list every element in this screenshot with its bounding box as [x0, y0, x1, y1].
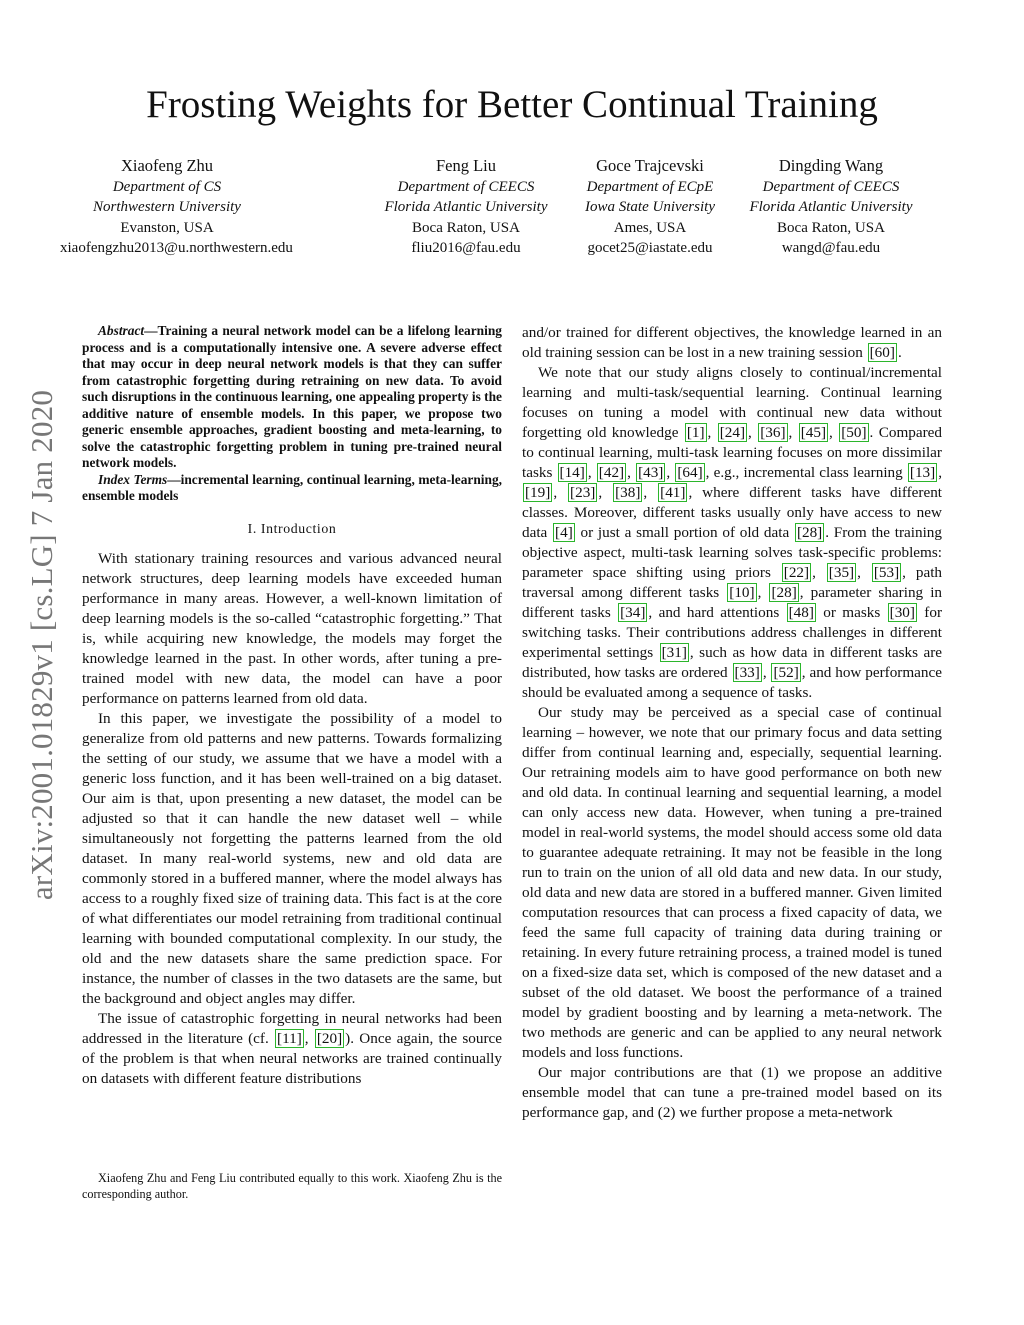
citation-link[interactable]: [45] — [800, 424, 827, 441]
citation-link[interactable]: [36] — [760, 424, 786, 441]
index-terms-label: Index Terms — [98, 471, 168, 487]
author-email[interactable]: fliu2016@fau.edu — [411, 240, 521, 257]
text-run: , and hard attentions — [648, 604, 786, 621]
citation-link[interactable]: [28] — [796, 524, 823, 541]
author-name: Goce Trajcevski — [596, 156, 704, 175]
author-location: Ames, USA — [613, 219, 687, 236]
citation-link[interactable]: [43] — [638, 464, 664, 481]
body-paragraph — [522, 323, 942, 363]
text-run: , such as how data in different tasks are distributed, how tasks are ordered — [522, 644, 942, 681]
author-1 — [60, 156, 293, 259]
citation-link[interactable]: [28] — [771, 584, 797, 601]
text-run: , parameter sharing in different tasks — [522, 584, 943, 621]
body-paragraph: We note that our study aligns closely to continual/incremental learning and multi-task/sequential learning. Continual learning focuses on tuning a model with continual new data without forgetting old knowledge [1] , [24] , [36] , [45] , [50] . Compared to continual learning, multi-task learning focuses on more dissimilar tasks [14] , [42] , [43] , [64] , e.g., incremental class learning [13] , [19] , [23] , [38] , [41] , where different tasks have different classes. Moreover, different tasks usually only have access to new data [4] or just a small portion of old data [28] . From the training objective aspect, multi-task learning solves task-specific problems: parameter space shifting using priors [22] , [35] , [53] , path traversal among different tasks [10] , [28] , parameter sharing in different tasks [34] , and hard attentions [48] or masks [30] for switching tasks. Their contributions address challenges in different experimental settings [31] , such as how data in different tasks are distributed, how tasks are ordered [33] , [52] , and how performance should be evaluated among a sequence of tasks. — [522, 364, 943, 701]
text-run: , path traversal among different tasks — [522, 564, 943, 601]
citation-link[interactable]: [64] — [677, 464, 703, 481]
citation-link[interactable]: [22] — [783, 564, 810, 581]
citation-link[interactable]: [53] — [873, 564, 900, 581]
author-univ: Florida Atlantic University — [384, 199, 548, 216]
footnote: Xiaofeng Zhu and Feng Liu contributed equally to this work. Xiaofeng Zhu is the corresponding author. — [82, 1171, 502, 1201]
right-column — [522, 323, 942, 1123]
text-run: , e.g., incremental class learning — [705, 464, 907, 481]
author-univ: Iowa State University — [585, 199, 715, 216]
citation-link[interactable]: [14] — [559, 464, 585, 481]
intro-paragraph: With stationary training resources and various advanced neural network structures, deep learning models have exceeded human performance in many areas. However, a well-known limitation of deep learning models is the so-called “catastrophic forgetting.” That is, while acquiring new knowledge, the models may forget the knowledge learned in the past. In other words, after tuning a pre-trained model with new data, the model can have a poor performance on patterns learned from old data. — [82, 549, 502, 707]
citation-link[interactable]: [1] — [686, 424, 705, 441]
text-run: or just a small portion of old data — [575, 524, 794, 541]
author-name: Xiaofeng Zhu — [120, 156, 214, 175]
author-email[interactable]: xiaofengzhu2013@u.northwestern.edu — [60, 240, 293, 257]
text-run: We note that our study aligns closely to continual/incremental learning and multi-task/sequential learning. Continual learning focuses on tuning a model with continual new data without forgetting old knowledge — [522, 364, 942, 441]
abstract-label: Abstract — [98, 323, 145, 338]
body-paragraph: Our major contributions are that (1) we propose an additive ensemble model that can tune a pre-trained model based on its performance gap, and (2) we further propose a meta-network — [522, 1064, 942, 1121]
author-univ: Florida Atlantic University — [749, 199, 913, 216]
abstract-dash: — — [144, 323, 158, 338]
abstract-text: Training a neural network model can be a lifelong learning process and is a computationally intensive one. A severe adverse effect that may occur in deep neural network models is that they can suffer from catastrophic forgetting during retraining on new data. To avoid such disruptions in the continuous learning, one appealing property is the additive nature of ensemble models. In this paper, we propose two generic ensemble approaches, gradient boosting and meta-learning, to solve the catastrophic forgetting problem in tuning pre-trained neural network models. — [82, 323, 502, 470]
text-run: , and how performance should be evaluated among a sequence of tasks. — [522, 664, 942, 701]
index-terms-text: incremental learning, continual learning, meta-learning, ensemble models — [82, 471, 502, 503]
author-dept: Department of CEECS — [397, 178, 535, 195]
citation-link[interactable]: [31] — [661, 644, 687, 661]
index-terms-dash: — — [167, 471, 181, 487]
citation-link[interactable]: [42] — [598, 464, 625, 481]
citation-link[interactable]: [20] — [316, 1029, 343, 1047]
author-location: Evanston, USA — [120, 219, 214, 236]
citation-link[interactable]: [11] — [277, 1029, 302, 1047]
citation-link[interactable]: [38] — [615, 484, 641, 501]
author-dept: Department of ECpE — [586, 178, 714, 195]
author-univ: Northwestern University — [93, 199, 241, 216]
author-dept: Department of CEECS — [762, 178, 900, 195]
arxiv-sidebar — [0, 0, 70, 1325]
citation-link[interactable]: [4] — [555, 524, 573, 541]
author-email[interactable]: gocet25@iastate.edu — [587, 240, 713, 257]
left-column — [82, 323, 502, 1089]
citation-link[interactable]: [33] — [734, 664, 760, 681]
text-run: . — [897, 344, 902, 361]
text-run: . From the training objective aspect, multi-task learning solves task-specific problems: parameter space shifting using priors — [522, 524, 942, 581]
text-run: and/or trained for different objectives, the knowledge learned in an old training session can be lost in a new training session — [522, 324, 942, 361]
author-email[interactable]: wangd@fau.edu — [781, 240, 881, 257]
text-run: The issue of catastrophic forgetting in neural networks had been addressed in the literature (cf. — [82, 1009, 502, 1047]
citation-link[interactable]: [34] — [620, 604, 646, 621]
citation-link[interactable]: [60] — [869, 344, 895, 361]
author-4 — [736, 156, 926, 259]
abstract — [82, 323, 502, 505]
author-name: Feng Liu — [435, 156, 497, 175]
citation-link[interactable]: [13] — [909, 464, 936, 481]
author-3 — [568, 156, 732, 259]
citation-link[interactable]: [24] — [719, 424, 746, 441]
citation-link[interactable]: [30] — [889, 604, 915, 621]
intro-paragraph: The issue of catastrophic forgetting in neural networks had been addressed in the literature (cf. [11] , [20] ). Once again, the source of the problem is that when neural networks are trained continually on datasets with different feature distributions — [82, 1009, 503, 1087]
intro-paragraph: In this paper, we investigate the possibility of a model to generalize from old patterns and new patterns. Towards formalizing the setting of our study, we assume that we have a model with a generic loss function, and it has been well-trained on a big dataset. Our aim is that, upon presenting a new dataset, the model can be adjusted so that it can handle the new dataset well – while simultaneously not forgetting the patterns learned from the old dataset. In many real-world systems, new and old data are commonly stored in a buffered manner, where the model always has access to a roughly fixed size of training data. This fact is at the core of what differentiates our model retraining from traditional continual learning with bounded computational complexity. In our study, the old and the new datasets share the same prediction space. For instance, the number of classes in the two datasets are the same, but the background and object angles may differ. — [82, 709, 502, 1007]
author-2 — [366, 156, 566, 259]
arxiv-identifier[interactable]: arXiv:2001.01829v1 [cs.LG] 7 Jan 2020 — [24, 389, 59, 901]
text-run: . Compared to continual learning, multi-task learning focuses on more dissimilar tasks — [522, 424, 942, 481]
citation-link[interactable]: [23] — [570, 484, 596, 501]
citation-link[interactable]: [52] — [773, 664, 799, 681]
text-run: ). Once again, the source of the problem is that when neural networks are trained continually on datasets with different feature distributions — [82, 1029, 503, 1087]
author-location: Boca Raton, USA — [777, 219, 885, 236]
section-heading-introduction: I. Introduction — [247, 520, 337, 536]
citation-link[interactable]: [41] — [660, 484, 686, 501]
citation-link[interactable]: [50] — [841, 424, 867, 441]
paper-title: Frosting Weights for Better Continual Training — [146, 83, 878, 126]
citation-link[interactable]: [10] — [729, 584, 755, 601]
author-location: Boca Raton, USA — [412, 219, 520, 236]
text-run: , where different tasks have different classes. Moreover, different tasks usually only have access to new data — [522, 484, 943, 541]
citation-link[interactable]: [35] — [828, 564, 855, 581]
citation-link[interactable]: [48] — [788, 604, 814, 621]
body-paragraph: Our study may be perceived as a special case of continual learning – however, we note that our primary focus and data setting differ from continual learning and, especially, sequential learning. Our retraining models aim to have good performance on both new and old data. In continual learning and sequential learning, a model can only access new data. However, when tuning a pre-trained model in real-world systems, the model should access some old data to guarantee adequate retraining. It may not be feasible in the long run to train on the union of all old data and new data. In our study, old data and new data are stored in a buffered manner. Given limited computation resources that can process a fixed capacity of data, we feed the same full capacity of training data during training or retaining. In every future retraining process, a trained model is tuned on a fixed-size data set, which is composed of the new dataset and a subset of the old dataset. We boost the performance of a trained model by gradient boosting and by learning a meta-network. The two methods are generic and can be applied to any neural network models and loss functions. — [522, 704, 942, 1061]
author-name: Dingding Wang — [778, 156, 884, 175]
text-run: or masks — [816, 604, 887, 621]
author-dept: Department of CS — [112, 178, 222, 195]
citation-link[interactable]: [19] — [525, 484, 551, 501]
text-run: for switching tasks. Their contributions address challenges in different experimental settings — [522, 604, 943, 661]
